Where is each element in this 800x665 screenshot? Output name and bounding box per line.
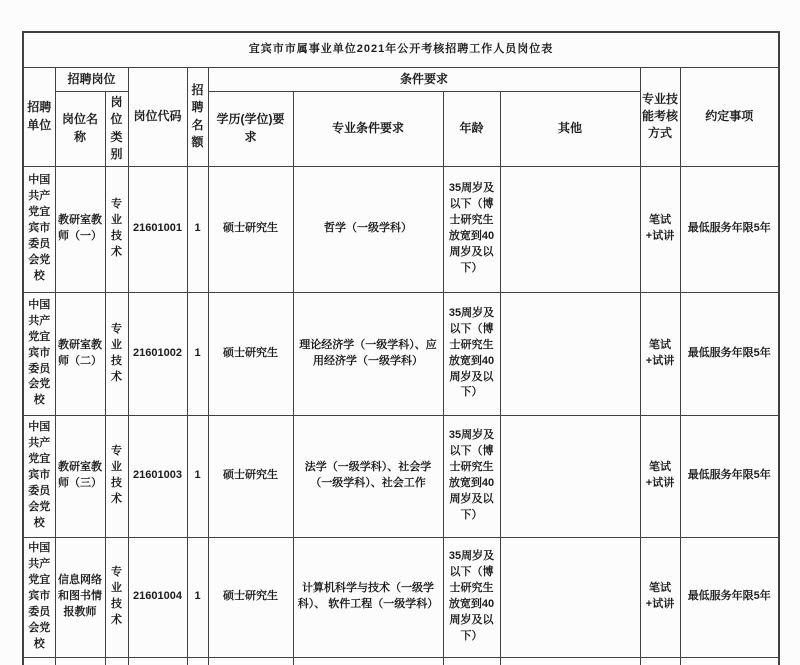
- cell-assessment: 笔试+试讲: [640, 292, 680, 415]
- cell-major: 哲学（一级学科）: [293, 166, 443, 292]
- cell-agreement: 最低服务年限5年: [680, 166, 779, 292]
- cell-post-category: 专业技术: [105, 537, 128, 657]
- table-row: [23, 415, 779, 537]
- cell-post-name: 信息网络和图书情报教师: [55, 537, 105, 657]
- header-other: 其他: [500, 92, 640, 167]
- header-requirements-group: 条件要求: [208, 68, 640, 92]
- table-row: [23, 537, 779, 657]
- header-recruit-quota: 招聘名额: [187, 68, 208, 167]
- cell-other: [500, 537, 640, 657]
- cell-unit: 中国共产党宜宾市委员会党校: [23, 166, 55, 292]
- cell-post-name: 教研室教师（三）: [55, 415, 105, 537]
- header-major: 专业条件要求: [293, 92, 443, 167]
- header-agreement: 约定事项: [680, 68, 779, 167]
- table-row: [23, 292, 779, 415]
- cell-age: 35周岁及以下（博士研究生放宽到40周岁及以下）: [443, 537, 500, 657]
- cell-major: 理论经济学（一级学科）、应用经济学（一级学科）: [293, 292, 443, 415]
- cell-post-code: 21601001: [128, 166, 187, 292]
- cell-education: 硕士研究生: [208, 292, 293, 415]
- cell-major: 计算机科学与技术（一级学科）、 软件工程（一级学科）: [293, 537, 443, 657]
- table-row-partial: [23, 657, 779, 665]
- cell-unit: 中国共产党宜宾市委员会党校: [23, 292, 55, 415]
- cell-post-category: 专业技术: [105, 166, 128, 292]
- cell-quota: 1: [187, 166, 208, 292]
- cell-major: 法学（一级学科）、社会学（一级学科）、社会工作: [293, 415, 443, 537]
- cell-post-category: 专业技术: [105, 415, 128, 537]
- cell-post-code: 21601004: [128, 537, 187, 657]
- table-title: 宜宾市市属事业单位2021年公开考核招聘工作人员岗位表: [23, 32, 779, 68]
- cell-education: 硕士研究生: [208, 415, 293, 537]
- cell-unit: 中国共产党宜宾市委员会党校: [23, 415, 55, 537]
- cell-education: 硕士研究生: [208, 166, 293, 292]
- title-row: [23, 32, 779, 68]
- cell-quota: 1: [187, 415, 208, 537]
- cell-post-category: 专业技术: [105, 292, 128, 415]
- job-position-table: [22, 31, 780, 665]
- header-skill-assessment: 专业技能考核方式: [640, 68, 680, 167]
- header-post-category: 岗位类别: [105, 92, 128, 167]
- cell-assessment: 笔试+试讲: [640, 166, 680, 292]
- cell-agreement: 最低服务年限5年: [680, 292, 779, 415]
- cell-education: 硕士研究生: [208, 537, 293, 657]
- cell-quota: 1: [187, 292, 208, 415]
- header-post-code: 岗位代码: [128, 68, 187, 167]
- cell-other: [500, 166, 640, 292]
- header-post-name: 岗位名称: [55, 92, 105, 167]
- cell-assessment: 笔试+试讲: [640, 537, 680, 657]
- table-row: [23, 166, 779, 292]
- header-education: 学历(学位)要求: [208, 92, 293, 167]
- cell-other: [500, 415, 640, 537]
- cell-other: [500, 292, 640, 415]
- cell-post-code: 21601003: [128, 415, 187, 537]
- cell-assessment: 笔试+试讲: [640, 415, 680, 537]
- header-row-top: [23, 68, 779, 92]
- cell-age: 35周岁及以下（博士研究生放宽到40周岁及以下）: [443, 415, 500, 537]
- cell-quota: 1: [187, 537, 208, 657]
- cell-agreement: 最低服务年限5年: [680, 537, 779, 657]
- cell-age: 35周岁及以下（博士研究生放宽到40周岁及以下）: [443, 292, 500, 415]
- cell-post-name: 教研室教师（一）: [55, 166, 105, 292]
- cell-agreement: 最低服务年限5年: [680, 415, 779, 537]
- header-recruit-post-group: 招聘岗位: [55, 68, 128, 92]
- cell-post-name: 教研室教师（二）: [55, 292, 105, 415]
- cell-age: 35周岁及以下（博士研究生放宽到40周岁及以下）: [443, 166, 500, 292]
- header-recruit-unit: 招聘单位: [23, 68, 55, 167]
- cell-post-code: 21601002: [128, 292, 187, 415]
- cell-unit: 中国共产党宜宾市委员会党校: [23, 537, 55, 657]
- header-age: 年龄: [443, 92, 500, 167]
